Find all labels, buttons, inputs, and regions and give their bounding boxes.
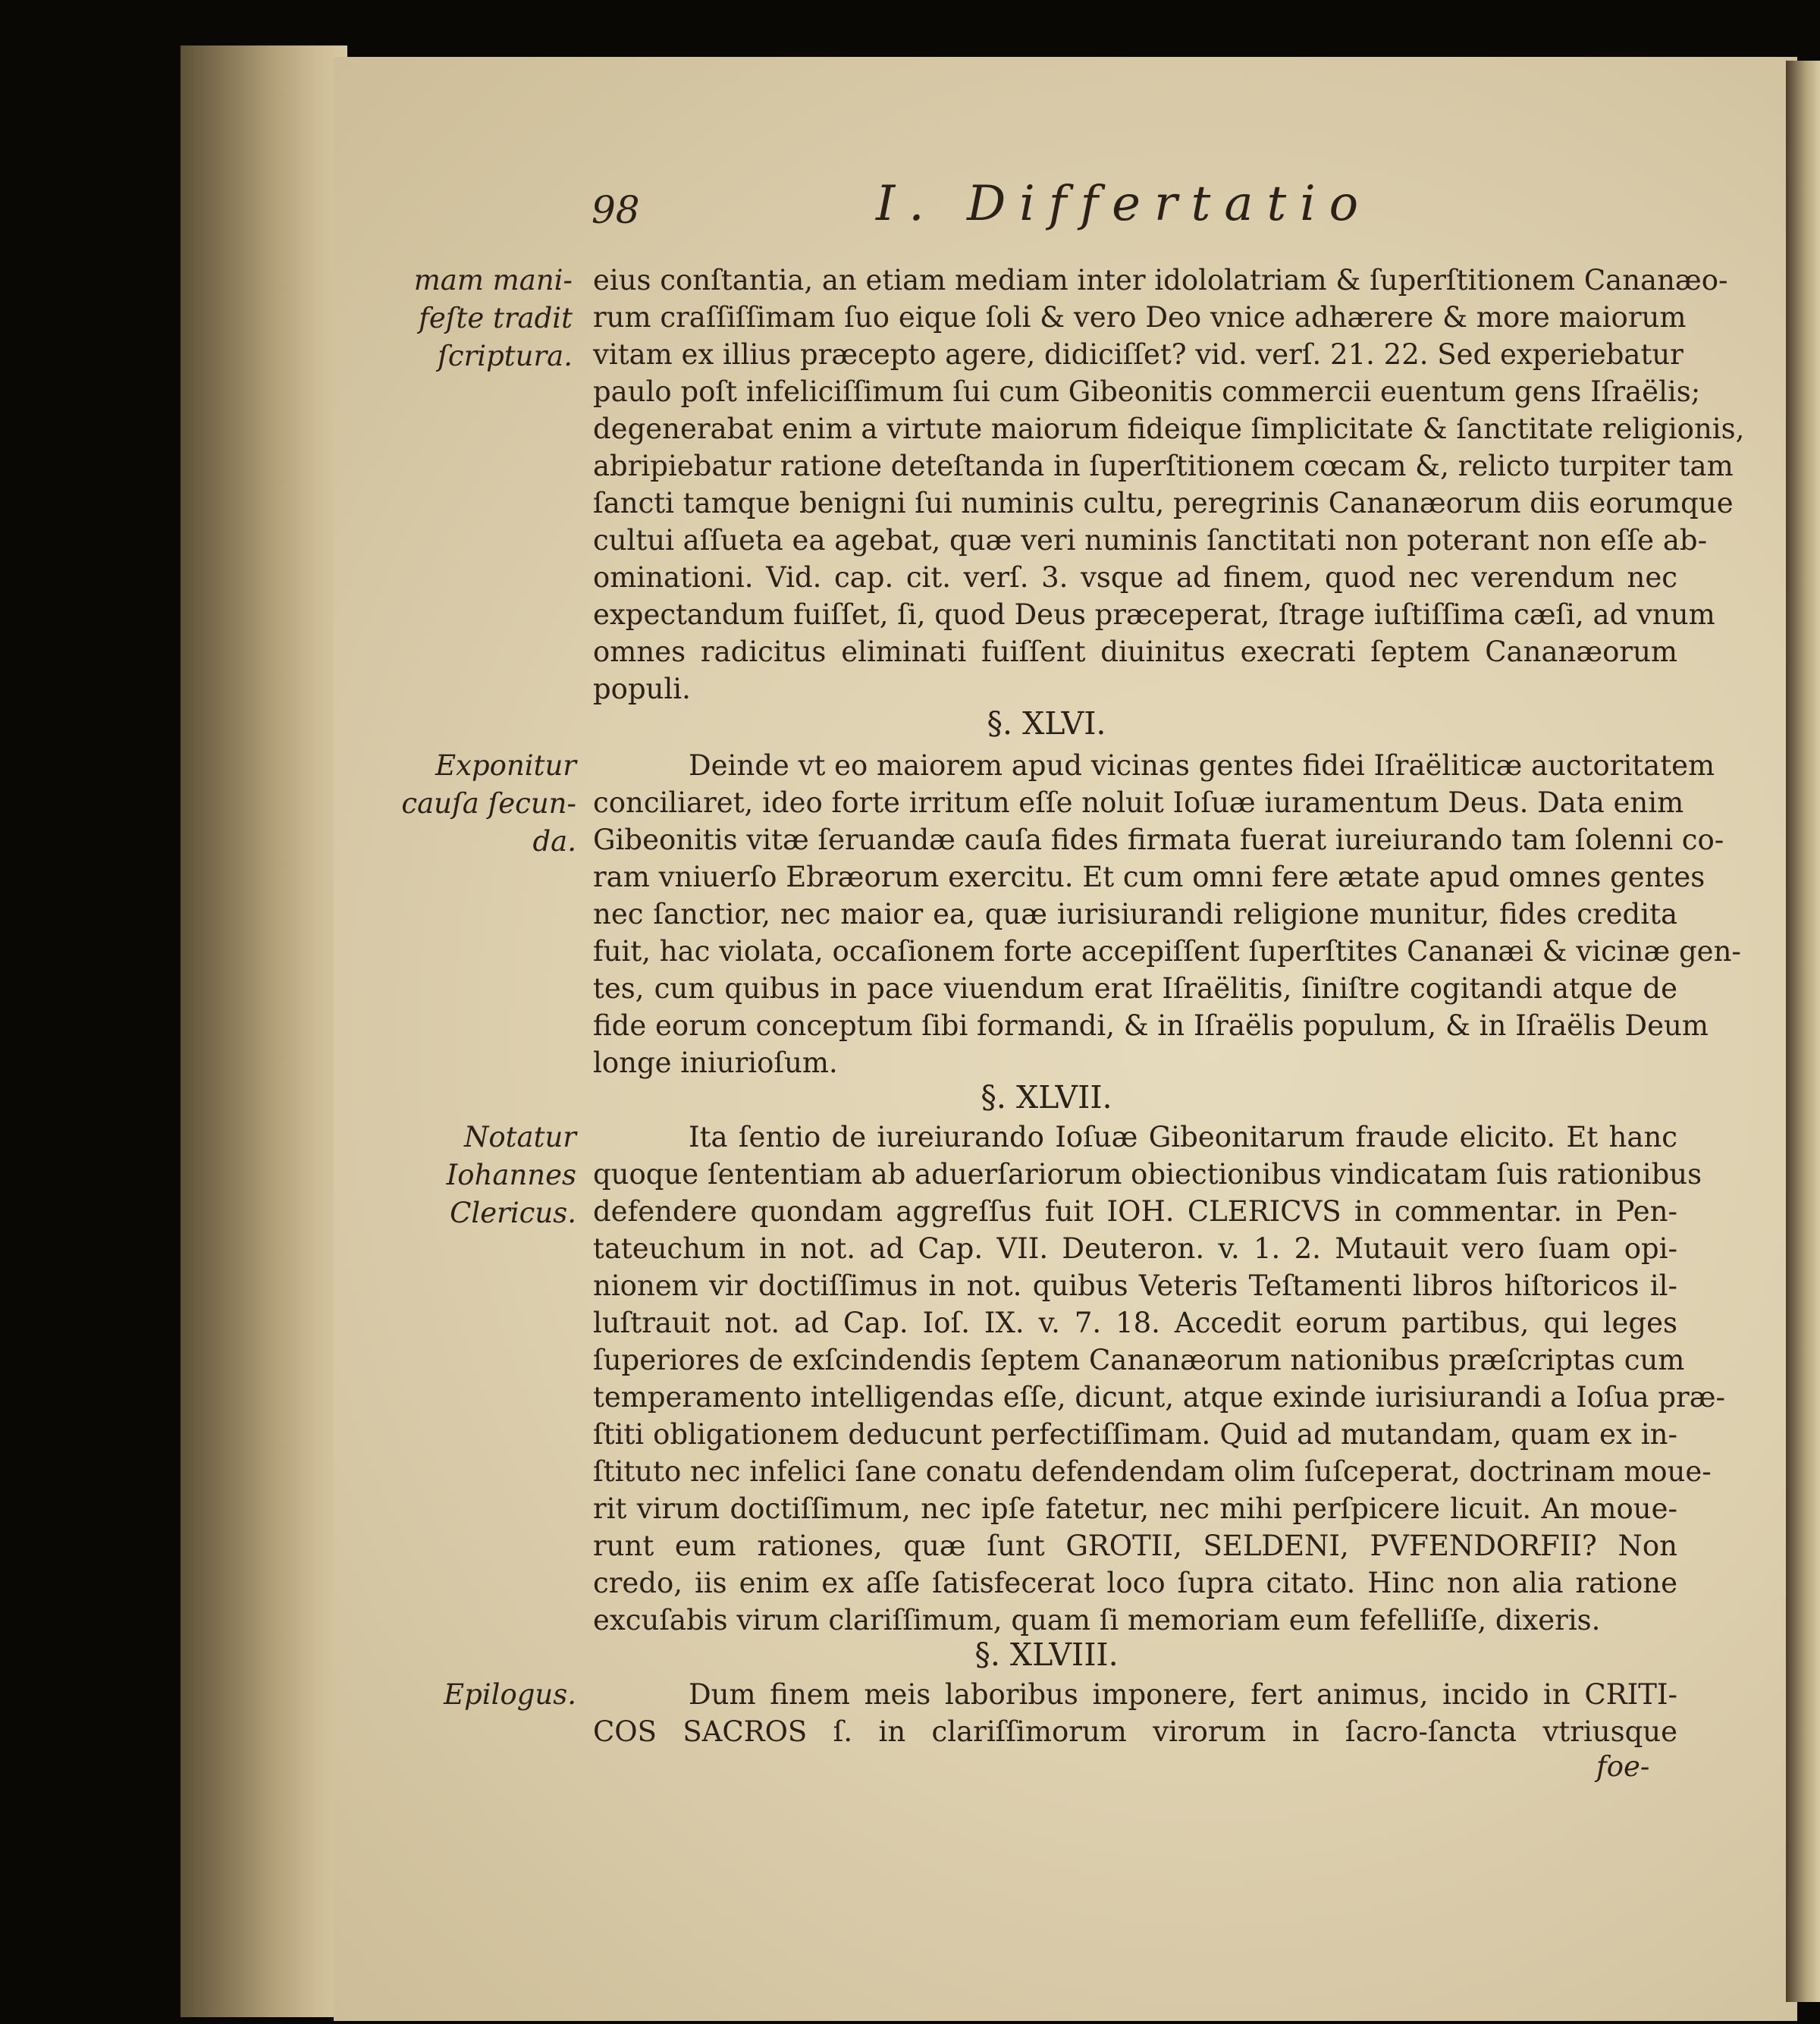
body-line: runt eum rationes, quæ ſunt GROTII, SELDENI, PVFENDORFII? Non [593,1530,1677,1562]
facing-page-edge [1786,61,1820,2002]
body-line: conciliaret, ideo forte irritum eſſe noluit Ioſuæ iuramentum Deus. Data enim [593,786,1684,819]
margin-note-line: feſte tradit [419,302,573,334]
section-heading-46: §. XLVI. [987,705,1106,742]
body-line: Gibeonitis vitæ ſeruandæ cauſa fides firmata fuerat iureiurando tam ſolenni co- [593,824,1724,856]
section-heading-48: §. XLVIII. [974,1636,1119,1673]
body-line: ſancti tamque benigni ſui numinis cultu, peregrinis Cananæorum diis eorumque [593,487,1734,519]
body-line: ſtiti obligationem deducunt perfectiſſimam. Quid ad mutandam, quam ex in- [593,1418,1677,1451]
margin-note-clericus [394,1119,576,1232]
margin-note-line: mam mani- [413,264,573,297]
body-line: expectandum fuiſſet, ſi, quod Deus præceperat, ſtrage iuſtiſſima cæſi, ad vnum [593,598,1715,631]
margin-note-line: da. [532,825,576,858]
book-page-edges [180,46,347,2017]
body-line: eius conſtantia, an etiam mediam inter idololatriam & ſuperſtitionem Cananæo- [593,264,1728,297]
body-line: Ita ſentio de iureiurando Ioſuæ Gibeonitarum fraude elicito. Et hanc [689,1121,1677,1153]
page-number: 98 [592,188,640,232]
body-line: ram vniuerſo Ebræorum exercitu. Et cum omni fere ætate apud omnes gentes [593,861,1705,893]
margin-note-exponitur [394,747,576,861]
margin-note-scriptura [391,262,573,375]
body-line: ſtituto nec infelici ſane conatu defendendam olim ſuſceperat, doctrinam moue- [593,1455,1712,1488]
body-line: paulo poſt infeliciſſimum ſui cum Gibeonitis commercii euentum gens Iſraëlis; [593,375,1701,408]
body-line: tes, cum quibus in pace viuendum erat Iſraëlitis, ſiniſtre cogitandi atque de [593,972,1677,1005]
body-line: quoque ſententiam ab aduerſariorum obiectionibus vindicatam ſuis rationibus [593,1158,1702,1191]
body-line: tateuchum in not. ad Cap. VII. Deuteron. v. 1. 2. Mutauit vero ſuam opi- [593,1232,1677,1265]
body-line: credo, iis enim ex aſſe ſatisfecerat loco ſupra citato. Hinc non alia ratione [593,1567,1677,1599]
body-line: omnes radicitus eliminati fuiſſent diuinitus execrati ſeptem Cananæorum [593,635,1677,668]
margin-note-line: Notatur [464,1121,576,1153]
body-line: fuit, hac violata, occaſionem forte accepiſſent ſuperſtites Cananæi & vicinæ gen- [593,935,1741,968]
margin-note-line: cauſa ſecun- [401,787,576,820]
margin-note-line: Exponitur [435,749,576,782]
body-line: Deinde vt eo maiorem apud vicinas gentes fidei Iſraëliticæ auctoritatem [689,749,1715,782]
margin-note-line: ſcriptura. [438,340,573,372]
body-line: rum craſſiſſimam ſuo eique ſoli & vero Deo vnice adhærere & more maiorum [593,301,1687,334]
section-heading-47: §. XLVII. [981,1079,1112,1116]
body-line: fide eorum conceptum ſibi formandi, & in Iſraëlis populum, & in Iſraëlis Deum [593,1009,1709,1042]
body-line: ſuperiores de exſcindendis ſeptem Cananæorum nationibus præſcriptas cum [593,1344,1685,1376]
body-line: degenerabat enim a virtute maiorum fideique ſimplicitate & ſanctitate religionis, [593,413,1745,445]
running-title: I. Differtatio [876,176,1373,232]
body-line: vitam ex illius præcepto agere, didiciſſet? vid. verſ. 21. 22. Sed experiebatur [593,338,1684,371]
body-line: populi. [593,673,691,705]
margin-note-line: Clericus. [450,1197,576,1229]
catchword: foe- [1596,1750,1650,1783]
body-line: nionem vir doctiſſimus in not. quibus Veteris Teſtamenti libros hiſtoricos il- [593,1269,1677,1302]
body-line: defendere quondam aggreſſus fuit IOH. CLERICVS in commentar. in Pen- [593,1195,1677,1228]
body-line: cultui aſſueta ea agebat, quæ veri numinis ſanctitati non poterant non eſſe ab- [593,524,1708,557]
body-line: temperamento intelligendas eſſe, dicunt, atque exinde iurisiurandi a Ioſua præ- [593,1381,1725,1414]
body-line: Dum finem meis laboribus imponere, fert animus, incido in CRITI- [689,1678,1677,1711]
body-line: nec ſanctior, nec maior ea, quæ iurisiurandi religione munitur, fides credita [593,898,1677,930]
margin-note-line: Iohannes [446,1159,576,1191]
body-line: longe iniurioſum. [593,1047,838,1079]
body-line: COS SACROS ſ. in clariſſimorum virorum in ſacro-ſancta vtriusque [593,1715,1677,1748]
margin-note-epilogus [394,1676,576,1714]
body-line: luſtrauit not. ad Cap. Ioſ. IX. v. 7. 18. Accedit eorum partibus, qui leges [593,1307,1677,1339]
margin-note-line: Epilogus. [444,1678,576,1711]
body-line: rit virum doctiſſimum, nec ipſe fatetur, nec mihi perſpicere licuit. An moue- [593,1492,1677,1525]
body-line: ominationi. Vid. cap. cit. verſ. 3. vsque ad finem, quod nec verendum nec [593,561,1677,594]
body-line: abripiebatur ratione deteſtanda in ſuperſtitionem cœcam &, relicto turpiter tam [593,450,1734,482]
body-line: excuſabis virum clariſſimum, quam ſi memoriam eum fefelliſſe, dixeris. [593,1604,1601,1636]
